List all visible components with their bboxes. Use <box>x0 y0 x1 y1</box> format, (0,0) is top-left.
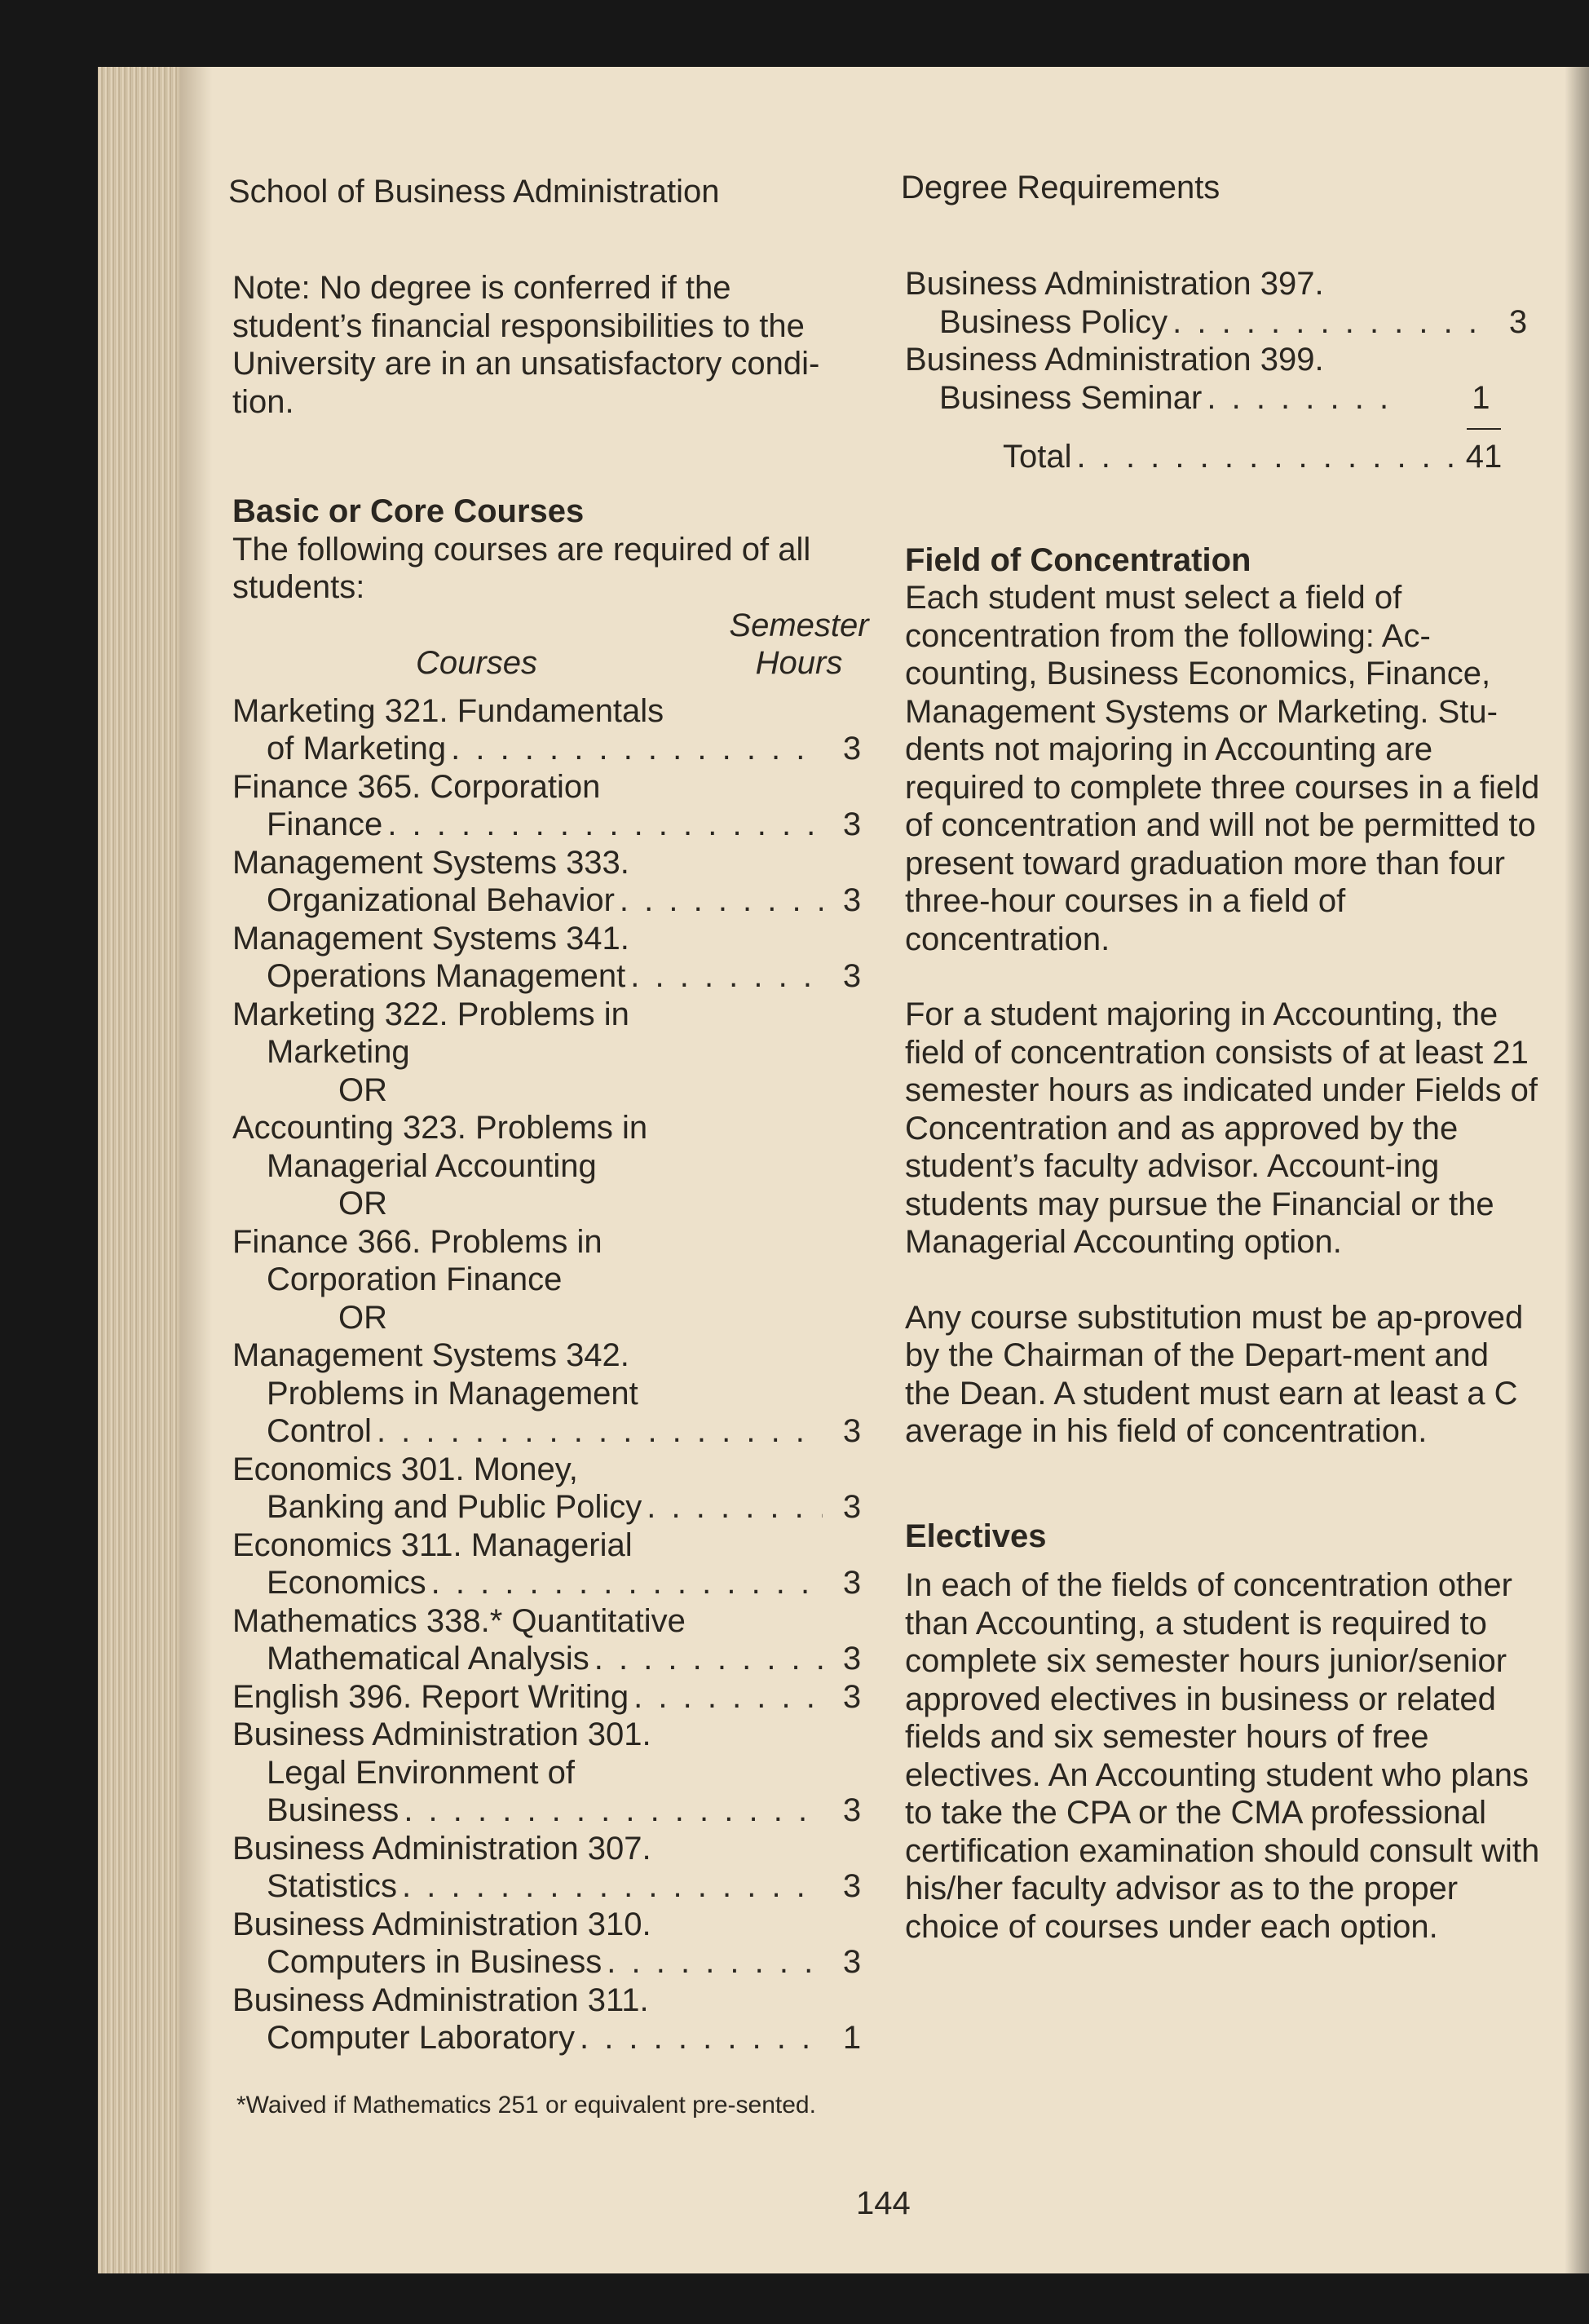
course-subtitle: Problems in Management <box>267 1375 638 1412</box>
course-title: English 396. Report Writing <box>232 1678 629 1715</box>
course-subtitle: Banking and Public Policy <box>267 1489 642 1525</box>
foc-heading: Field of Concentration <box>905 541 1251 578</box>
total-label: Total <box>1003 439 1072 475</box>
course-hours: 3 <box>842 882 862 918</box>
leader-dots <box>630 957 823 996</box>
course-title: Business Administration 311. <box>232 1982 649 2018</box>
leader-dots <box>580 2019 823 2057</box>
course-title: Business Administration 397. <box>905 266 1324 302</box>
page-edges <box>98 67 179 2273</box>
course-title: Marketing 322. Problems in <box>232 996 629 1032</box>
course-hours: 3 <box>842 1944 862 1980</box>
course-title: Accounting 323. Problems in <box>232 1110 648 1146</box>
leader-dots <box>1207 379 1386 418</box>
course-entry <box>905 341 1541 417</box>
course-entry <box>905 265 1541 341</box>
course-subtitle: Business Policy <box>939 303 1168 340</box>
course-hours: 3 <box>842 1792 862 1828</box>
course-entry <box>232 1982 876 2057</box>
hours-label: Hours <box>755 645 843 681</box>
course-entry <box>232 1830 876 1906</box>
course-title: Mathematics 338.* Quantitative <box>232 1602 686 1639</box>
right-shadow <box>1565 67 1589 2273</box>
electives-heading: Electives <box>905 1518 1047 1554</box>
course-title: Management Systems 342. <box>232 1337 629 1373</box>
leader-dots <box>607 1943 823 1982</box>
core-intro: The following courses are required of all students: <box>232 531 811 605</box>
course-entry <box>232 1527 876 1602</box>
course-subtitle: Computers in Business <box>267 1944 602 1980</box>
course-subtitle: Mathematical Analysis <box>267 1641 589 1677</box>
leader-dots <box>647 1488 823 1527</box>
course-hours: 1 <box>842 2020 862 2056</box>
course-entry <box>232 1716 876 1830</box>
course-hours: 3 <box>842 731 862 767</box>
course-subtitle: Legal Environment of <box>267 1754 576 1791</box>
right-column <box>905 265 1541 1946</box>
leader-dots <box>377 1412 823 1451</box>
course-title: Business Administration 301. <box>232 1716 651 1752</box>
course-subtitle: Organizational Behavior <box>267 882 615 918</box>
leader-dots <box>620 881 823 920</box>
course-title: Marketing 321. Fundamentals <box>232 692 664 729</box>
course-hours: 3 <box>842 1489 862 1525</box>
course-title: Business Administration 399. <box>905 342 1324 378</box>
leader-dots <box>387 806 823 844</box>
course-entry <box>232 1602 876 1678</box>
course-hours: 3 <box>842 1678 862 1715</box>
problems-course-group <box>232 996 876 1451</box>
course-title: Management Systems 341. <box>232 920 629 957</box>
course-entry <box>232 1906 876 1982</box>
courses-col-header: Courses <box>416 644 537 681</box>
course-hours: 3 <box>842 958 862 994</box>
course-title: Business Administration 307. <box>232 1830 651 1867</box>
course-subtitle: Marketing <box>267 1034 410 1070</box>
course-entry <box>232 844 876 920</box>
course-entry <box>232 768 876 844</box>
gutter-shadow <box>179 67 212 2273</box>
course-entry <box>232 920 876 996</box>
course-subtitle: Statistics <box>267 1868 398 1904</box>
leader-dots <box>1077 438 1455 476</box>
course-title: Economics 311. Managerial <box>232 1527 633 1563</box>
table-header <box>232 607 876 683</box>
course-entry <box>232 1451 876 1527</box>
leader-dots <box>402 1867 823 1906</box>
course-hours: 3 <box>842 806 862 842</box>
course-subtitle: Managerial Accounting <box>267 1147 597 1184</box>
leader-dots <box>451 730 823 768</box>
or-label: OR <box>338 1299 387 1336</box>
course-subtitle: Finance <box>267 806 383 842</box>
course-hours: 1 <box>1472 379 1490 416</box>
course-subtitle: Computer Laboratory <box>267 2020 575 2056</box>
semester-hours-header <box>722 607 876 683</box>
page-number: 144 <box>856 2185 911 2221</box>
course-subtitle: Business <box>267 1792 399 1828</box>
leader-dots <box>633 1678 823 1716</box>
running-head-left: School of Business Administration <box>228 174 720 210</box>
course-hours: 3 <box>842 1565 862 1601</box>
course-entry <box>232 692 876 768</box>
course-subtitle: Economics <box>267 1565 426 1601</box>
course-title: Management Systems 333. <box>232 844 629 881</box>
leader-dots <box>431 1564 823 1602</box>
course-hours: 3 <box>842 1413 862 1449</box>
or-label: OR <box>338 1186 387 1222</box>
left-column <box>232 269 876 2057</box>
course-hours: 3 <box>842 1641 862 1677</box>
course-title: Finance 366. Problems in <box>232 1223 602 1260</box>
total-rule-wrap <box>905 428 1508 430</box>
course-subtitle: Corporation Finance <box>267 1261 563 1297</box>
course-title: Finance 365. Corporation <box>232 768 601 805</box>
course-subtitle: Operations Management <box>267 958 626 994</box>
sum-rule <box>1467 428 1501 430</box>
course-subtitle: Control <box>267 1413 372 1449</box>
core-heading: Basic or Core Courses <box>232 493 585 529</box>
running-head-right: Degree Requirements <box>901 170 1220 205</box>
course-subtitle: Business Seminar <box>939 379 1203 416</box>
total-hours: 41 <box>1465 439 1503 475</box>
course-title: Economics 301. Money, <box>232 1451 578 1487</box>
course-subtitle: of Marketing <box>267 731 447 767</box>
total-row <box>905 438 1508 476</box>
electives-paragraph: In each of the fields of concentration other than Accounting, a student is required to complete six semester hours junior/senior approved electives in business or related fields and six semester hours of free electives. An Accounting student who plans to take the CPA or the CMA professional certification examination should consult with his/her faculty advisor as to the proper choice of courses under each option. <box>905 1567 1540 1945</box>
course-hours: 3 <box>1508 303 1528 340</box>
course-title: Business Administration 310. <box>232 1906 651 1942</box>
leader-dots <box>404 1792 823 1830</box>
note-paragraph: Note: No degree is conferred if the student’s financial responsibilities to the University are in an unsatisfactory condi-tion. <box>232 270 820 420</box>
footnote: *Waived if Mathematics 251 or equivalent pre-sented. <box>236 2092 816 2119</box>
course-entry <box>232 1678 876 1716</box>
course-hours: 3 <box>842 1868 862 1904</box>
or-label: OR <box>338 1071 387 1108</box>
leader-dots <box>1172 303 1489 342</box>
leader-dots <box>594 1640 823 1678</box>
foc-paragraph-2: For a student majoring in Accounting, the field of concentration consists of at least 21 semester hours as indicated under Fields of Concentration and as approved by the student’s faculty advisor. Account-ing students may pursue the Financial or the Managerial Accounting option. <box>905 996 1538 1260</box>
foc-paragraph-3: Any course substitution must be ap-proved by the Chairman of the Depart-ment and the Dean. A student must earn at least a C average in his field of concentration. <box>905 1299 1524 1449</box>
foc-paragraph-1: Each student must select a field of concentration from the following: Ac-counting, Business Economics, Finance, Management Systems or Marketing. Stu-dents not majoring in Accounting are required to complete three courses in a field of concentration and will not be permitted to present toward graduation more than four three-hour courses in a field of concentration. <box>905 580 1540 957</box>
semester-label: Semester <box>729 607 869 643</box>
